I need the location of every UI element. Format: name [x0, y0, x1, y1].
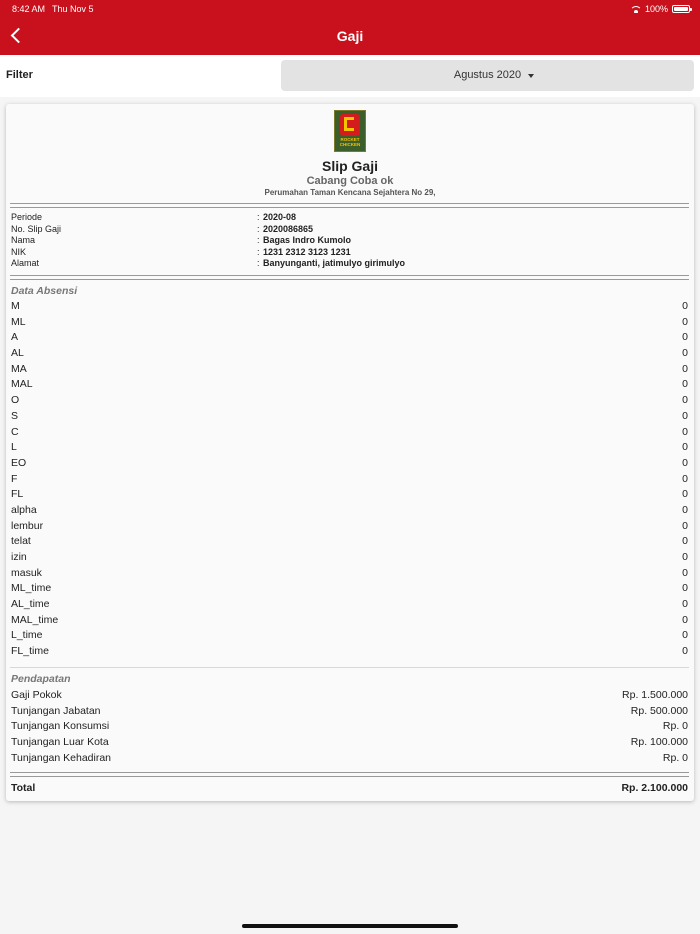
- item-label: MAL: [11, 378, 33, 391]
- filter-bar: [0, 55, 700, 97]
- info-colon: :: [257, 212, 260, 222]
- list-item: [11, 551, 688, 567]
- item-value: 0: [682, 394, 688, 407]
- item-label: A: [11, 331, 19, 344]
- info-value: Banyunganti, jatimulyo girimulyo: [263, 258, 406, 269]
- period-select[interactable]: [281, 60, 694, 91]
- divider: [10, 667, 689, 668]
- item-value: 0: [682, 300, 688, 312]
- item-label: F: [11, 472, 18, 485]
- salary-slip-card: [6, 104, 694, 801]
- list-item: [11, 689, 688, 705]
- item-label: lembur: [11, 519, 44, 532]
- item-value: 0: [682, 456, 688, 469]
- list-item: [11, 394, 688, 410]
- item-value: Rp. 1.500.000: [622, 689, 688, 701]
- list-item: [11, 316, 688, 332]
- item-label: telat: [11, 535, 31, 548]
- item-value: 0: [682, 378, 688, 391]
- list-item: [11, 720, 688, 736]
- list-item: [11, 582, 688, 598]
- info-value: 1231 2312 3123 1231: [263, 246, 351, 257]
- item-label: O: [11, 394, 20, 407]
- item-label: izin: [11, 551, 27, 563]
- item-value: 0: [682, 362, 688, 375]
- pendapatan-list: [11, 689, 688, 767]
- item-value: 0: [682, 425, 688, 438]
- absensi-list: [11, 300, 688, 661]
- caret-down-icon: [528, 74, 534, 78]
- item-value: 0: [682, 409, 688, 422]
- divider: [10, 203, 689, 208]
- item-label: alpha: [11, 503, 37, 516]
- info-label: Alamat: [11, 258, 40, 269]
- list-item: [11, 331, 688, 347]
- item-value: 0: [682, 535, 688, 548]
- list-item: [11, 535, 688, 551]
- battery-icon: [672, 5, 690, 13]
- status-date: Thu Nov 5: [52, 4, 94, 14]
- info-colon: :: [257, 258, 260, 269]
- item-label: MAL_time: [11, 613, 59, 626]
- item-label: M: [11, 300, 20, 312]
- info-row: [11, 235, 691, 247]
- list-item: [11, 441, 688, 457]
- item-value: 0: [682, 347, 688, 360]
- pendapatan-section-title: Pendapatan: [11, 673, 71, 685]
- item-value: 0: [682, 472, 688, 485]
- total-value: Rp. 2.100.000: [621, 782, 688, 794]
- slip-title: Slip Gaji: [321, 158, 378, 174]
- item-value: 0: [682, 503, 688, 516]
- branch-address: Perumahan Taman Kencana Sejahtera No 29,: [264, 188, 436, 197]
- item-label: EO: [11, 456, 27, 469]
- status-bar: [12, 4, 690, 16]
- info-value: 2020-08: [263, 212, 297, 222]
- list-item: [11, 300, 688, 316]
- list-item: [11, 457, 688, 473]
- info-label: No. Slip Gaji: [11, 223, 62, 234]
- list-item: [11, 629, 688, 645]
- item-value: 0: [682, 488, 688, 501]
- info-colon: :: [257, 235, 260, 246]
- total-label: Total: [11, 782, 36, 794]
- item-label: ML: [11, 315, 26, 328]
- app-header: [0, 0, 700, 55]
- item-value: 0: [682, 629, 688, 642]
- info-row: [11, 224, 691, 236]
- absensi-section-title: Data Absensi: [11, 285, 78, 297]
- item-label: L: [11, 441, 17, 454]
- item-value: 0: [682, 551, 688, 563]
- list-item: [11, 752, 688, 768]
- battery-percent: 100%: [644, 4, 668, 14]
- item-label: Tunjangan Konsumsi: [11, 720, 110, 733]
- item-label: MA: [11, 362, 27, 375]
- list-item: [11, 645, 688, 661]
- branch-name: Cabang Coba ok: [306, 175, 394, 187]
- item-label: ML_time: [11, 582, 52, 595]
- item-label: C: [11, 425, 19, 438]
- list-item: [11, 410, 688, 426]
- list-item: [11, 488, 688, 504]
- item-label: S: [11, 409, 19, 422]
- item-label: FL: [11, 488, 24, 501]
- wifi-icon: [631, 6, 641, 13]
- home-indicator: [242, 924, 458, 928]
- item-value: Rp. 500.000: [630, 704, 688, 717]
- list-item: [11, 705, 688, 721]
- list-item: [11, 567, 688, 583]
- item-value: 0: [682, 441, 688, 454]
- filter-label: Filter: [6, 69, 33, 81]
- page-title: Gaji: [336, 28, 364, 44]
- info-value: Bagas Indro Kumolo: [263, 235, 352, 246]
- item-value: Rp. 0: [662, 751, 688, 764]
- logo-emblem-icon: [340, 114, 360, 136]
- divider: [10, 772, 689, 777]
- info-value: 2020086865: [263, 223, 314, 234]
- item-value: 0: [682, 566, 688, 579]
- info-label: NIK: [11, 246, 27, 257]
- logo-text-2: CHICKEN: [339, 142, 361, 147]
- list-item: [11, 520, 688, 536]
- info-label: Nama: [11, 235, 36, 246]
- info-colon: :: [257, 223, 260, 234]
- item-label: AL_time: [11, 598, 50, 611]
- period-select-value: Agustus 2020: [453, 69, 522, 81]
- status-right: [631, 4, 690, 14]
- info-label: Periode: [11, 212, 43, 222]
- item-label: L_time: [11, 629, 43, 642]
- list-item: [11, 378, 688, 394]
- item-value: 0: [682, 598, 688, 611]
- item-label: Tunjangan Kehadiran: [11, 751, 112, 764]
- list-item: [11, 504, 688, 520]
- list-item: [11, 614, 688, 630]
- info-row: [11, 212, 691, 224]
- list-item: [11, 363, 688, 379]
- item-label: Tunjangan Jabatan: [11, 704, 101, 717]
- item-value: 0: [682, 519, 688, 532]
- item-label: FL_time: [11, 645, 49, 658]
- info-row: [11, 247, 691, 259]
- status-time: 8:42 AM: [12, 4, 46, 14]
- item-value: 0: [682, 331, 688, 344]
- info-colon: :: [257, 246, 260, 257]
- item-value: Rp. 100.000: [630, 736, 688, 749]
- item-label: Tunjangan Luar Kota: [11, 736, 109, 749]
- item-label: masuk: [11, 566, 42, 579]
- item-label: Gaji Pokok: [11, 689, 62, 701]
- item-value: 0: [682, 582, 688, 595]
- info-row: [11, 258, 691, 270]
- list-item: [11, 426, 688, 442]
- logo-wordmark: [336, 137, 364, 147]
- company-logo: [334, 110, 366, 152]
- item-value: Rp. 0: [662, 720, 688, 733]
- list-item: [11, 473, 688, 489]
- list-item: [11, 736, 688, 752]
- list-item: [11, 598, 688, 614]
- item-label: AL: [11, 347, 24, 360]
- employee-info: [11, 212, 691, 270]
- list-item: [11, 347, 688, 363]
- divider: [10, 275, 689, 280]
- item-value: 0: [682, 315, 688, 328]
- item-value: 0: [682, 645, 688, 658]
- logo-text-1: ROCKET: [340, 137, 360, 142]
- item-value: 0: [682, 613, 688, 626]
